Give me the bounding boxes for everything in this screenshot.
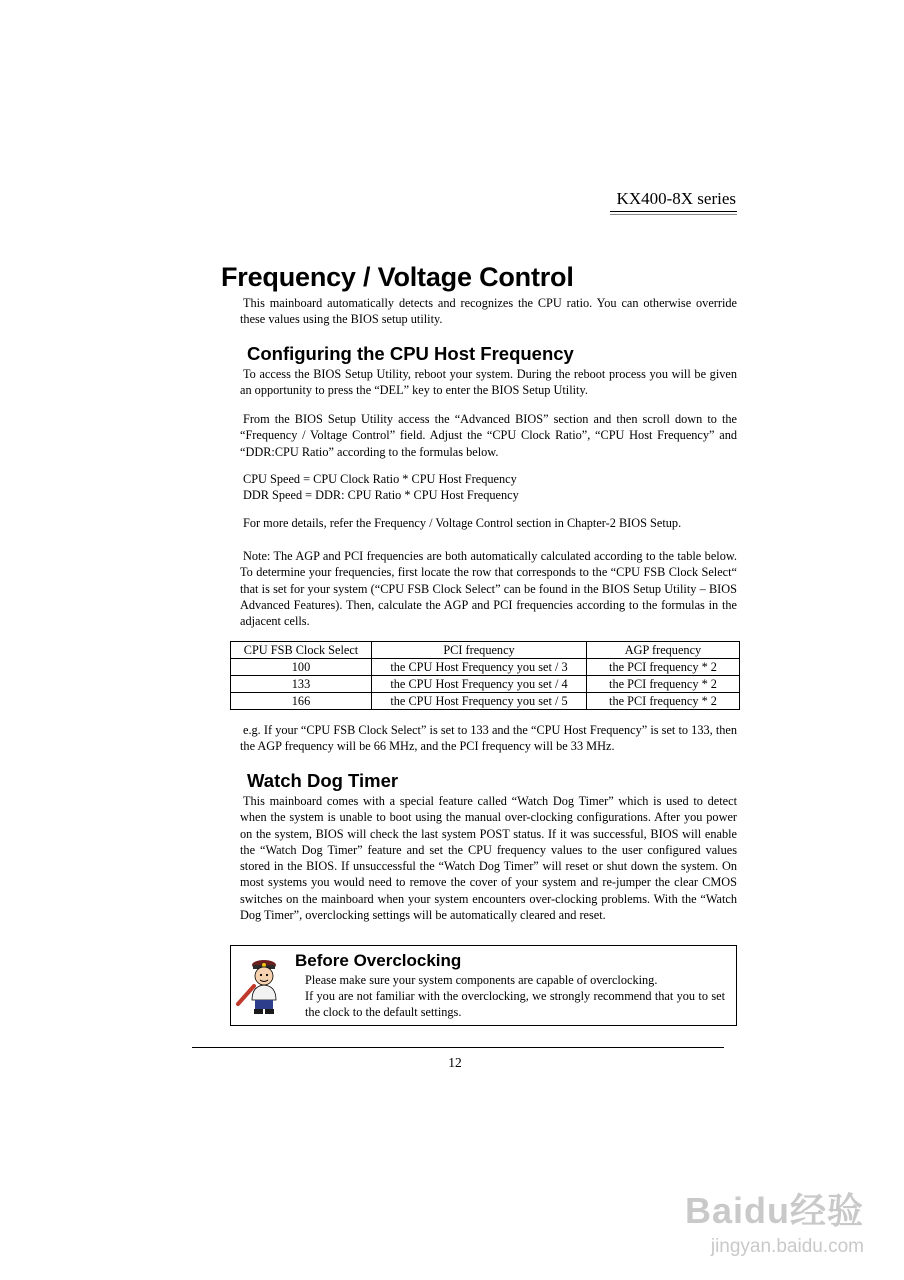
- bios-settings-paragraph: From the BIOS Setup Utility access the “Advanced BIOS” section and then scroll down to the “Frequency / Voltage Control” field. Adjust the “CPU Clock Ratio”, “CPU Host Frequency” and “DDR:CPU Ratio” according to the formulas below.: [240, 412, 737, 459]
- section-heading-watch-dog-timer: Watch Dog Timer: [247, 770, 399, 791]
- table-cell: the PCI frequency * 2: [587, 676, 740, 693]
- table-cell: the PCI frequency * 2: [587, 693, 740, 710]
- warning-title: Before Overclocking: [295, 951, 462, 970]
- page-title: Frequency / Voltage Control: [221, 262, 574, 292]
- table-header-cell: AGP frequency: [587, 642, 740, 659]
- table-cell: the CPU Host Frequency you set / 5: [372, 693, 587, 710]
- table-header-cell: PCI frequency: [372, 642, 587, 659]
- table-header-cell: CPU FSB Clock Select: [231, 642, 372, 659]
- table-cell: 100: [231, 659, 372, 676]
- note-paragraph: Note: The AGP and PCI frequencies are both automatically calculated according to the table below. To determine your frequencies, first locate the row that corresponds to the “CPU FSB Clock Select“ that is set for your system (“CPU FSB Clock Select” can be found in the BIOS Setup Utility – BIOS Advanced Features). Then, calculate the AGP and PCI frequencies according to the formulas in the adjacent cells.: [240, 549, 737, 629]
- table-header-row: [231, 642, 740, 659]
- header-rule: [610, 211, 737, 212]
- intro-paragraph: This mainboard automatically detects and recognizes the CPU ratio. You can otherwise override these values using the BIOS setup utility.: [240, 296, 737, 327]
- watermark-url: jingyan.baidu.com: [710, 1236, 864, 1257]
- footer-rule: [192, 1047, 724, 1048]
- watermark-logo: Baidu经验: [684, 1190, 864, 1231]
- series-label: KX400-8X series: [616, 189, 736, 208]
- table-row: [231, 659, 740, 676]
- table-cell: 166: [231, 693, 372, 710]
- header-rule-shadow: [610, 214, 737, 215]
- cpu-speed-formula: CPU Speed = CPU Clock Ratio * CPU Host Frequency: [243, 472, 517, 486]
- table-cell: the PCI frequency * 2: [587, 659, 740, 676]
- police-officer-icon: [234, 956, 286, 1018]
- watch-dog-paragraph: This mainboard comes with a special feature called “Watch Dog Timer” which is used to detect when the system is unable to boot using the manual over-clocking configurations. After you power on the system, BIOS will check the last system POST status. If it was successful, BIOS will enable the “Watch Dog Timer” feature and set the CPU frequency values to the user configured values stored in the BIOS. If unsuccessful the “Watch Dog Timer” will reset or shut down the system. On most systems you would need to remove the cover of your system and re-jumper the clear CMOS switches on the mainboard when your system encounters over-clocking problems. With the “Watch Dog Timer”, overclocking settings will be automatically cleared and reset.: [240, 794, 737, 923]
- section-heading-cpu-host-frequency: Configuring the CPU Host Frequency: [247, 343, 574, 364]
- bios-access-paragraph: To access the BIOS Setup Utility, reboot your system. During the reboot process you will be given an opportunity to press the “DEL” key to enter the BIOS Setup Utility.: [240, 367, 737, 398]
- page-number: 12: [448, 1055, 462, 1070]
- table-cell: the CPU Host Frequency you set / 3: [372, 659, 587, 676]
- warning-line: Please make sure your system components are capable of overclocking.: [305, 973, 658, 987]
- table-row: [231, 676, 740, 693]
- frequency-table: [230, 641, 740, 710]
- table-row: [231, 693, 740, 710]
- example-paragraph: e.g. If your “CPU FSB Clock Select” is set to 133 and the “CPU Host Frequency” is set to 133, then the AGP frequency will be 66 MHz, and the PCI frequency will be 33 MHz.: [240, 723, 737, 754]
- ddr-speed-formula: DDR Speed = DDR: CPU Ratio * CPU Host Frequency: [243, 488, 519, 502]
- watermark: [685, 1183, 864, 1258]
- table-cell: 133: [231, 676, 372, 693]
- table-cell: the CPU Host Frequency you set / 4: [372, 676, 587, 693]
- details-paragraph: For more details, refer the Frequency / Voltage Control section in Chapter-2 BIOS Setup.: [243, 516, 682, 530]
- warning-line: If you are not familiar with the overclocking, we strongly recommend that you to set the clock to the default settings.: [305, 989, 725, 1019]
